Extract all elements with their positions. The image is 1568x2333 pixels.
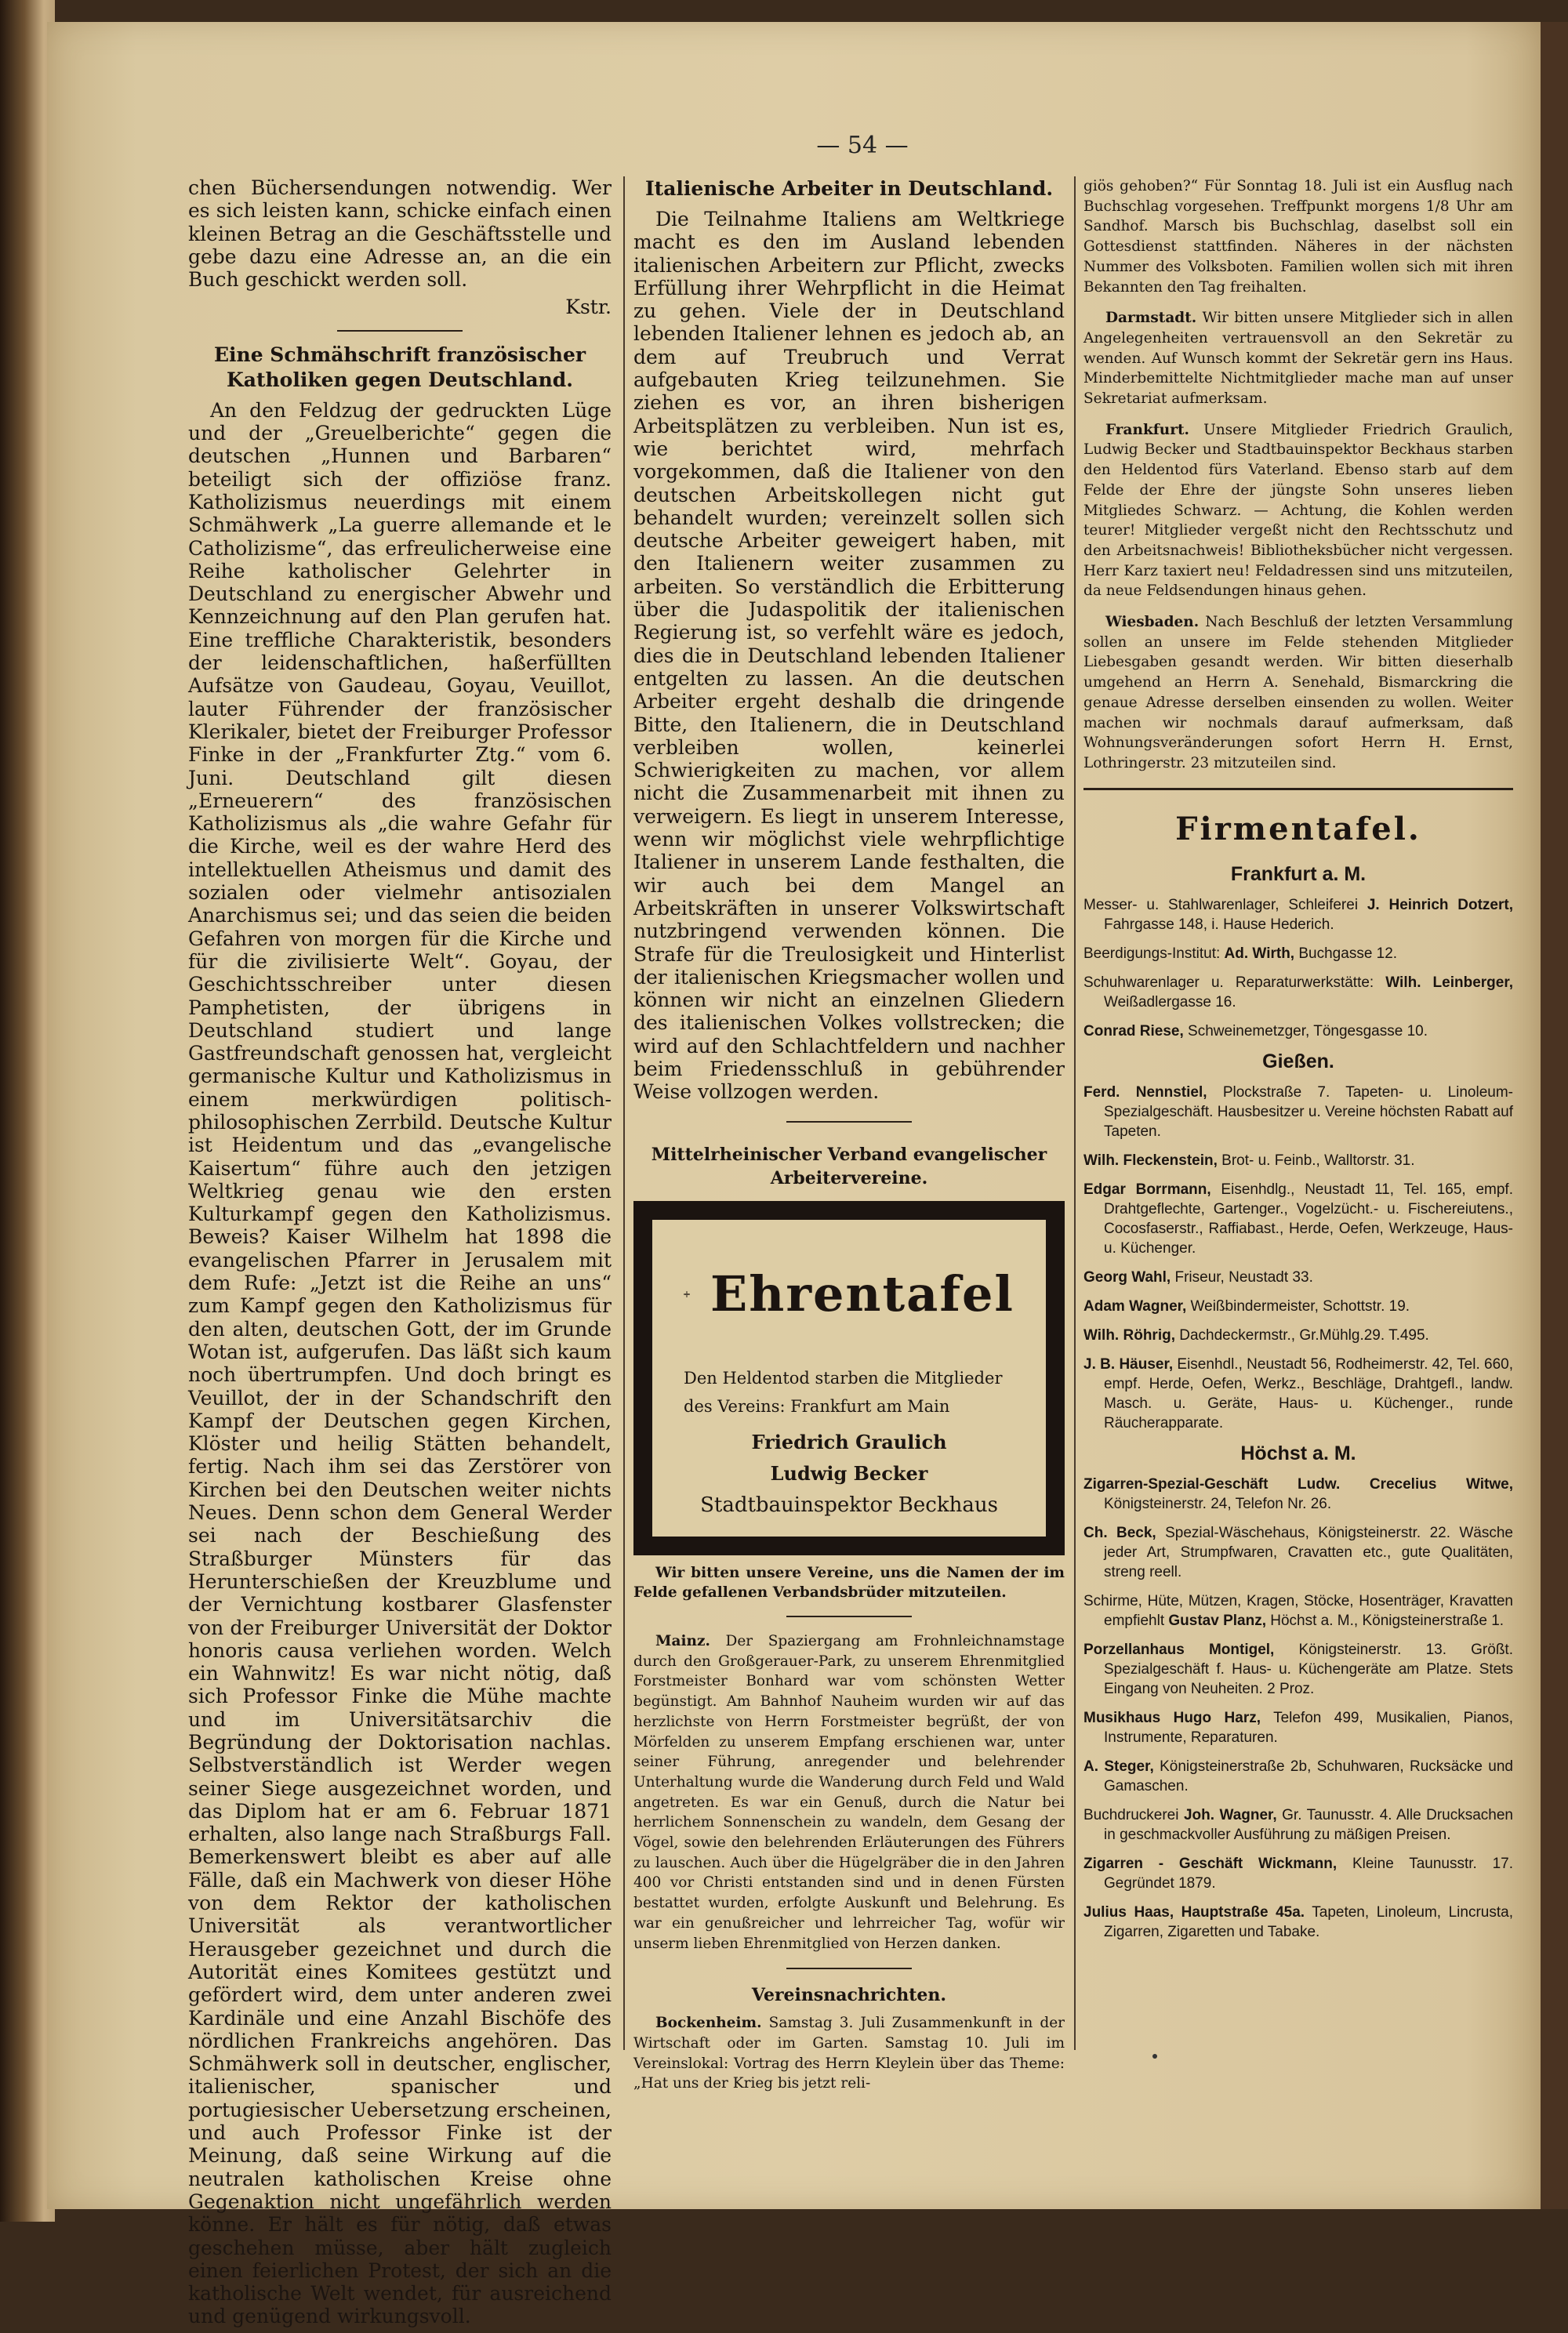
firm-details: Eisenhdl., Neustadt 56, Rodheimerstr. 42, Tel. 660, empf. Herde, Oefen, Werkz., Beschläge, Drahtgefl., landw. Masch. u. Geräte, Haus- u. Küchenger., runde Räucherapparate.	[1104, 1355, 1514, 1431]
firm-name: Wilh. Röhrig,	[1083, 1326, 1175, 1344]
article-headline: Italienische Arbeiter in Deutschland.	[644, 177, 1054, 200]
separator	[786, 1121, 912, 1123]
report-text: Samstag 3. Juli Zusammenkunft in der Wirtschaft oder im Garten. Samstag 10. Juli im Vereinslokal: Vortrag des Herrn Kleylein über das Theme: „Hat uns der Krieg bis jetzt reli-	[633, 2015, 1065, 2092]
intro-text: chen Büchersendungen notwendig. Wer es sich leisten kann, schicke einfach einen kleinen Betrag an die Geschäftsstelle und gebe dazu eine Adresse an, an die ein Buch geschickt werden soll.	[188, 176, 612, 292]
firm-details: Beerdigungs-Institut:	[1083, 945, 1225, 962]
firm-entry	[1083, 944, 1513, 963]
column-rule-left	[623, 176, 625, 2050]
firm-details: Königsteinerstr. 24, Telefon Nr. 26.	[1104, 1495, 1332, 1512]
firm-details: Spezial-Wäschehaus, Königsteinerstr. 22. Wäsche jeder Art, Strumpfwaren, Cravatten etc., gute Qualitäten, streng reell.	[1104, 1524, 1513, 1580]
section-headline: Mittelrheinischer Verband evangelischer Arbeitervereine.	[651, 1144, 1047, 1188]
bockenheim-report	[633, 2013, 1065, 2094]
firm-details: Königsteinerstraße 2b, Schuhwaren, Rucksäcke und Gamaschen.	[1104, 1758, 1513, 1794]
firm-name: Joh. Wagner,	[1183, 1806, 1277, 1823]
firmentafel-title: Firmentafel.	[1175, 810, 1421, 847]
place-name: Mainz.	[655, 1632, 710, 1649]
firm-name: J. Heinrich Dotzert,	[1367, 896, 1513, 913]
ehrentafel-title: Ehrentafel	[710, 1265, 1014, 1323]
page-edge	[1541, 22, 1568, 2209]
separator	[786, 1616, 912, 1617]
firm-name: Georg Wahl,	[1083, 1268, 1171, 1286]
city-heading: Gießen.	[1262, 1050, 1334, 1072]
firm-details: Buchdruckerei	[1083, 1806, 1184, 1823]
separator	[337, 330, 463, 332]
place-name: Darmstadt.	[1105, 310, 1197, 327]
firm-name: Porzellanhaus Montigel,	[1083, 1641, 1275, 1658]
firm-details: Friseur, Neustadt 33.	[1171, 1268, 1313, 1286]
firm-name: Wilh. Leinberger,	[1385, 974, 1513, 991]
place-name: Wiesbaden.	[1105, 614, 1200, 631]
column-1	[188, 176, 612, 2333]
firm-details: Telefon 499, Musikalien, Pianos, Instrumente, Reparaturen.	[1104, 1709, 1514, 1746]
place-name: Bockenheim.	[655, 2015, 762, 2032]
firm-name: Zigarren-Spezial-Geschäft Ludw. Crecelius Witwe,	[1083, 1475, 1513, 1493]
firm-entry	[1083, 1083, 1513, 1141]
firm-name: J. B. Häuser,	[1083, 1355, 1174, 1373]
firm-entry	[1083, 895, 1513, 934]
report-text: Unsere Mitglieder Friedrich Graulich, Ludwig Becker und Stadtbauinspektor Beckhaus starben den Heldentod fürs Vaterland. Ebenso starb auf dem Felde der Ehre der jüngste Sohn unseres lieben Mitgliedes Schwarz. — Achtung, die Kohlen werden teurer! Mitglieder vergeßt nicht den Rechtsschutz und den Arbeitsnachweis! Bibliotheksbücher nicht vergessen. Herr Karz taxiert neu! Feldadressen sind uns mitzuteilen, da neue Feldsendungen hinaus gehen.	[1083, 421, 1513, 600]
firm-name: Ferd. Nennstiel,	[1083, 1083, 1207, 1101]
firm-details: Dachdeckermstr., Gr.Mühlg.29. T.495.	[1174, 1326, 1429, 1344]
column-2	[633, 176, 1065, 2099]
firm-name: Ch. Beck,	[1083, 1524, 1156, 1541]
firm-details: Schirme, Hüte, Mützen, Kragen, Stöcke, Hosenträger, Kravatten empfiehlt	[1083, 1592, 1513, 1629]
city-heading: Frankfurt a. M.	[1230, 862, 1367, 885]
firm-name: Conrad Riese,	[1083, 1022, 1184, 1040]
mainz-report	[633, 1631, 1065, 1954]
article-headline: Eine Schmähschrift französischer Katholiken gegen Deutschland.	[213, 343, 586, 391]
firm-entry	[1083, 1854, 1513, 1893]
firm-details: Eisenhdlg., Neustadt 11, Tel. 165, empf. Drahtgeflechte, Gartenger., Vogelzücht.- u. Fischereiutens., Cocosfaserstr., Raffiabast., Herde, Oefen, Werkzeuge, Haus- u. Küchenger.	[1104, 1181, 1513, 1257]
intro-signature: Kstr.	[565, 296, 612, 319]
firm-name: A. Steger,	[1083, 1758, 1154, 1775]
firm-entry	[1083, 1640, 1513, 1699]
continued-text: giös gehoben?“ Für Sonntag 18. Juli ist ein Ausflug nach Buchschlag vorgesehen. Treffpunkt morgens 1/8 Uhr am Sandhof. Marsch bis Buchschlag, daselbst soll ein Gottesdienst stattfinden. Näheres in der nächsten Nummer des Volksboten. Familien wollen sich mit ihren Bekannten den Tag freihalten.	[1083, 178, 1513, 296]
city-hoechst	[1083, 1442, 1513, 1942]
darmstadt-report	[1083, 308, 1513, 409]
firm-details: Kleine Taunusstr. 17. Gegründet 1879.	[1104, 1855, 1514, 1892]
firm-entry	[1083, 1297, 1513, 1316]
report-text: Nach Beschluß der letzten Versammlung sollen an unsere im Felde stehenden Mitglieder Liebesgaben gesandt werden. Wir bitten dieserhalb umgehend an Herrn A. Senehald, Bismarckring die genaue Adresse derselben einsenden zu wollen. Weiter machen wir nochmals darauf aufmerksam, daß Wohnungsveränderungen sofort Herrn H. Ernst, Lothringerstr. 23 mitzuteilen sind.	[1083, 614, 1513, 771]
firm-name: Zigarren - Geschäft Wickmann,	[1083, 1855, 1338, 1872]
ehrentafel-intro: Den Heldentod starben die Mitglieder des Vereins: Frankfurt am Main	[684, 1368, 1003, 1416]
city-heading: Höchst a. M.	[1240, 1442, 1356, 1464]
firm-entry	[1083, 1475, 1513, 1514]
firm-details: Buchgasse 12.	[1294, 945, 1398, 962]
iron-cross-icon	[684, 1257, 690, 1332]
firm-entry	[1083, 1355, 1513, 1433]
firm-entry	[1083, 1151, 1513, 1170]
article-body: An den Feldzug der gedruckten Lüge und der „Greuelberichte“ gegen die deutschen „Hunnen und Barbaren“ beteiligt sich der offiziöse franz. Katholizismus neuerdings mit einem Schmähwerk „La guerre allemande et le Catholizisme“, das erfreulicherweise eine Reihe katholischer Gelehrter in Deutschland zu energischer Abwehr und Kennzeichnung auf den Plan gerufen hat. Eine treffliche Charakteristik, besonders der leidenschaftlichen, haßerfüllten Aufsätze von Gaudeau, Goyau, Veuillot, lauter Führender der französischer Klerikaler, bietet der Freiburger Professor Finke in der „Frankfurter Ztg.“ vom 6. Juni. Deutschland gilt diesen „Erneuerern“ des französischen Katholizismus als „die wahre Gefahr für die Kirche, weil es der wahre Herd des intellektuellen Atheismus und damit des sozialen oder vielmehr antisozialen Anarchismus sei; und das seien die beiden Gefahren von morgen für die Kirche und für die zivilisierte Welt“. Goyau, der Geschichtsschreiber unter diesen Pamphetisten, der übrigens in Deutschland studiert und lange Gastfreundschaft genossen hat, vergleicht germanische Kultur und Katholizismus in einem merkwürdigen politisch-philosophischen Zerrbild. Deutsche Kultur ist Heidentum und das „evangelische Kaisertum“ führe auch den jetzigen Weltkrieg genau wie den ersten Kulturkampf gegen den Katholizismus. Beweis? Kaiser Wilhelm hat 1898 die evangelischen Pfarrer in Jerusalem mit dem Rufe: „Jetzt ist die Reihe an uns“ zum Kampf gegen den Katholizismus für den alten, deutschen Gott, der im Grunde Wotan ist, aufgerufen. Das läßt sich kaum noch übertrumpfen. Und doch bringt es Veuillot, der in der Schandschrift den Kampf der Deutschen gegen Kirchen, Klöster und heilig Stätten behandelt, fertig. Nach ihm sei das Zerstörer von Kirchen bei den Deutschen weiter nichts Neues. Denn schon dem General Werder sei nach der Beschießung des Straßburger Münsters für das Herunterschießen der Kreuzblume und der Vernichtung kostbarer Glasfenster von der Freiburger Universität der Doktor honoris causa verliehen worden. Welch ein Wahnwitz! Es war nicht nötig, daß sich Professor Finke die Mühe machte und im Universitätsarchiv die Begründung der Doktorisation nachlas. Selbstverständlich ist Werder wegen seiner Siege ausgezeichnet worden, und das Diplom hat er am 6. Februar 1871 erhalten, also lange nach Straßburgs Fall. Bemerkenswert bleibt es aber auf alle Fälle, daß ein Machwerk von dieser Höhe von dem Rektor der katholischen Universität als verantwortlicher Herausgeber gezeichnet und durch die Autorität eines Komitees gestützt und gefördert wird, dem unter anderen zwei Kardinäle und eine Anzahl Bischöfe des nördlichen Frankreichs angehören. Das Schmähwerk soll in deutscher, englischer, italienischer, spanischer und portugiesischer Uebersetzung erscheinen, und auch Professor Finke ist der Meinung, daß seine Wirkung auf die neutralen katholischen Kreise ohne Gegenaktion nicht ungefährlich werden könne. Er hält es für nötig, daß etwas geschehen müsse, aber hält zugleich einen feierlichen Protest, der sich an die katholische Welt wendet, für ausreichend und genügend wirkungsvoll.	[188, 398, 612, 2328]
column-3	[1083, 176, 1513, 1951]
report-text: Der Spaziergang am Frohnleichnamstage durch den Großgerauer-Park, zu unserem Ehrenmitglied Forstmeister Bonhard war vom schönsten Wetter begünstigt. Am Bahnhof Nauheim wurden wir auf das herzlichste von Herrn Forstmeister begrüßt, der von Mörfelden zu unserem Empfang erschienen war, unter seiner Führung, anregender und belehrender Unterhaltung wurde die Wanderung durch Feld und Wald angetreten. Es war ein Genuß, durch die Natur bei herrlichem Sonnenschein zu wandeln, dem Gesang der Vögel, sowie den belehrenden Erläuterungen des Führers zu lauschen. Auch über die Hügelgräber die in den Jahren 400 vor Christi entstanden sind und in denen Fürsten bestattet wurden, erfolgte Auskunft und Belehrung. Es war ein genußreicher und lehrreicher Tag, wofür wir unserm lieben Ehrenmitglied von Herzen danken.	[633, 1632, 1065, 1952]
firm-name: Ad. Wirth,	[1224, 945, 1295, 962]
firm-entry	[1083, 1903, 1513, 1942]
firm-name: Julius Haas, Hauptstraße 45a.	[1083, 1903, 1305, 1921]
frankfurt-report	[1083, 420, 1513, 601]
city-frankfurt	[1083, 863, 1513, 1041]
firm-details: Tapeten, Linoleum, Lincrusta, Zigarren, Zigaretten und Tabake.	[1104, 1903, 1513, 1940]
ehrentafel-panel	[652, 1220, 1046, 1537]
firm-entry	[1083, 1757, 1513, 1796]
firm-details: Brot- u. Feinb., Walltorstr. 31.	[1217, 1152, 1415, 1169]
request-note: Wir bitten unsere Vereine, uns die Namen der im Felde gefallenen Verbandsbrüder mitzuteilen.	[633, 1564, 1065, 1602]
separator	[1083, 788, 1513, 790]
firm-details: Messer- u. Stahlwarenlager, Schleiferei	[1083, 896, 1367, 913]
firm-name: Adam Wagner,	[1083, 1297, 1187, 1315]
page-number: — 54 —	[816, 132, 909, 159]
firm-entry	[1083, 1180, 1513, 1258]
column-rule-right	[1074, 176, 1076, 2050]
firm-entry	[1083, 973, 1513, 1012]
place-name: Frankfurt.	[1105, 421, 1189, 438]
print-speck	[1152, 2054, 1157, 2059]
firm-entry	[1083, 1805, 1513, 1845]
firm-details: Gr. Taunusstr. 4. Alle Drucksachen in geschmackvoller Ausführung zu mäßigen Preisen.	[1104, 1806, 1513, 1843]
firm-name: Edgar Borrmann,	[1083, 1181, 1211, 1198]
firm-entry	[1083, 1523, 1513, 1582]
section-headline: Vereinsnachrichten.	[751, 1985, 947, 2006]
firm-details: Königsteinerstr. 13. Größt. Spezialgeschäft f. Haus- u. Küchengeräte am Platze. Stets Eingang von Neuheiten. 2 Proz.	[1104, 1641, 1513, 1697]
wiesbaden-report	[1083, 612, 1513, 774]
firm-name: Gustav Planz,	[1168, 1612, 1266, 1629]
firm-details: Fahrgasse 148, i. Hause Hederich.	[1104, 916, 1334, 933]
firm-name: Musikhaus Hugo Harz,	[1083, 1709, 1261, 1726]
article-body: Die Teilnahme Italiens am Weltkriege macht es den im Ausland lebenden italienischen Arbeitern zur Pflicht, zwecks Erfüllung ihrer Wehrpflicht in die Heimat zu gehen. Viele der in Deutschland lebenden Italiener lehnen es jedoch ab, an dem auf Treubruch und Verrat aufgebauten Krieg teilzunehmen. Sie ziehen es vor, an ihren bisherigen Arbeitsplätzen zu verbleiben. Nun ist es, wie berichtet wird, mehrfach vorgekommen, daß die Italiener von den deutschen Arbeitskollegen nicht gut behandelt wurden; vereinzelt sollen sich deutsche Arbeiter geweigert haben, mit den Italienern weiter zusammen zu arbeiten. So verständlich die Erbitterung über die Judaspolitik der italienischen Regierung ist, so verfehlt wäre es jedoch, dies die in Deutschland lebenden Italiener entgelten zu lassen. An die deutschen Arbeiter ergeht deshalb die dringende Bitte, den Italienern, die in Deutschland verbleiben wollen, keinerlei Schwierigkeiten zu machen, vor allem nicht die Zusammenarbeit mit ihnen zu verweigern. Es liegt in unserem Interesse, wenn wir möglichst viele wehrpflichtige Italiener in unserem Lande festhalten, die wir auch bei dem Mangel an Arbeitskräften in unserer Volkswirtschaft nutzbringend verwenden können. Die Strafe für die Treulosigkeit und Hinterlist der italienischen Kriegsmacher wollen und können wir nicht an einzelnen Gliedern des italienischen Volkes vollstrecken; die wird auf den Schlachtfeldern und nachher beim Friedensschluß in gebührender Weise vollzogen werden.	[633, 208, 1065, 1104]
firm-entry	[1083, 1021, 1513, 1041]
report-text: Wir bitten unsere Mitglieder sich in allen Angelegenheiten vertrauensvoll an den Sekretär zu wenden. Auf Wunsch kommt der Sekretär gern ins Haus. Minderbemittelte Nichtmitglieder mache man auf unser Sekretariat aufmerksam.	[1083, 310, 1513, 408]
firm-details: Weißbindermeister, Schottstr. 19.	[1186, 1297, 1410, 1315]
city-giessen	[1083, 1050, 1513, 1433]
separator	[786, 1968, 912, 1969]
firm-details: Weißadlergasse 16.	[1104, 993, 1236, 1010]
firm-details: Plockstraße 7. Tapeten- u. Linoleum-Spezialgeschäft. Hausbesitzer u. Vereine höchsten Rabatt auf Tapeten.	[1104, 1083, 1514, 1140]
fallen-name: Friedrich Graulich	[751, 1430, 947, 1453]
fallen-name: Stadtbauinspektor Beckhaus	[700, 1493, 998, 1517]
firm-details: Höchst a. M., Königsteinerstraße 1.	[1265, 1612, 1504, 1629]
firm-details: Schweinemetzger, Töngesgasse 10.	[1183, 1022, 1428, 1040]
ehrentafel-box	[633, 1201, 1065, 1555]
firm-name: Wilh. Fleckenstein,	[1083, 1152, 1218, 1169]
firm-entry	[1083, 1591, 1513, 1631]
firm-entry	[1083, 1268, 1513, 1287]
firm-entry	[1083, 1708, 1513, 1747]
firm-entry	[1083, 1326, 1513, 1345]
fallen-name: Ludwig Becker	[770, 1461, 928, 1485]
firm-details: Schuhwarenlager u. Reparaturwerkstätte:	[1083, 974, 1386, 991]
